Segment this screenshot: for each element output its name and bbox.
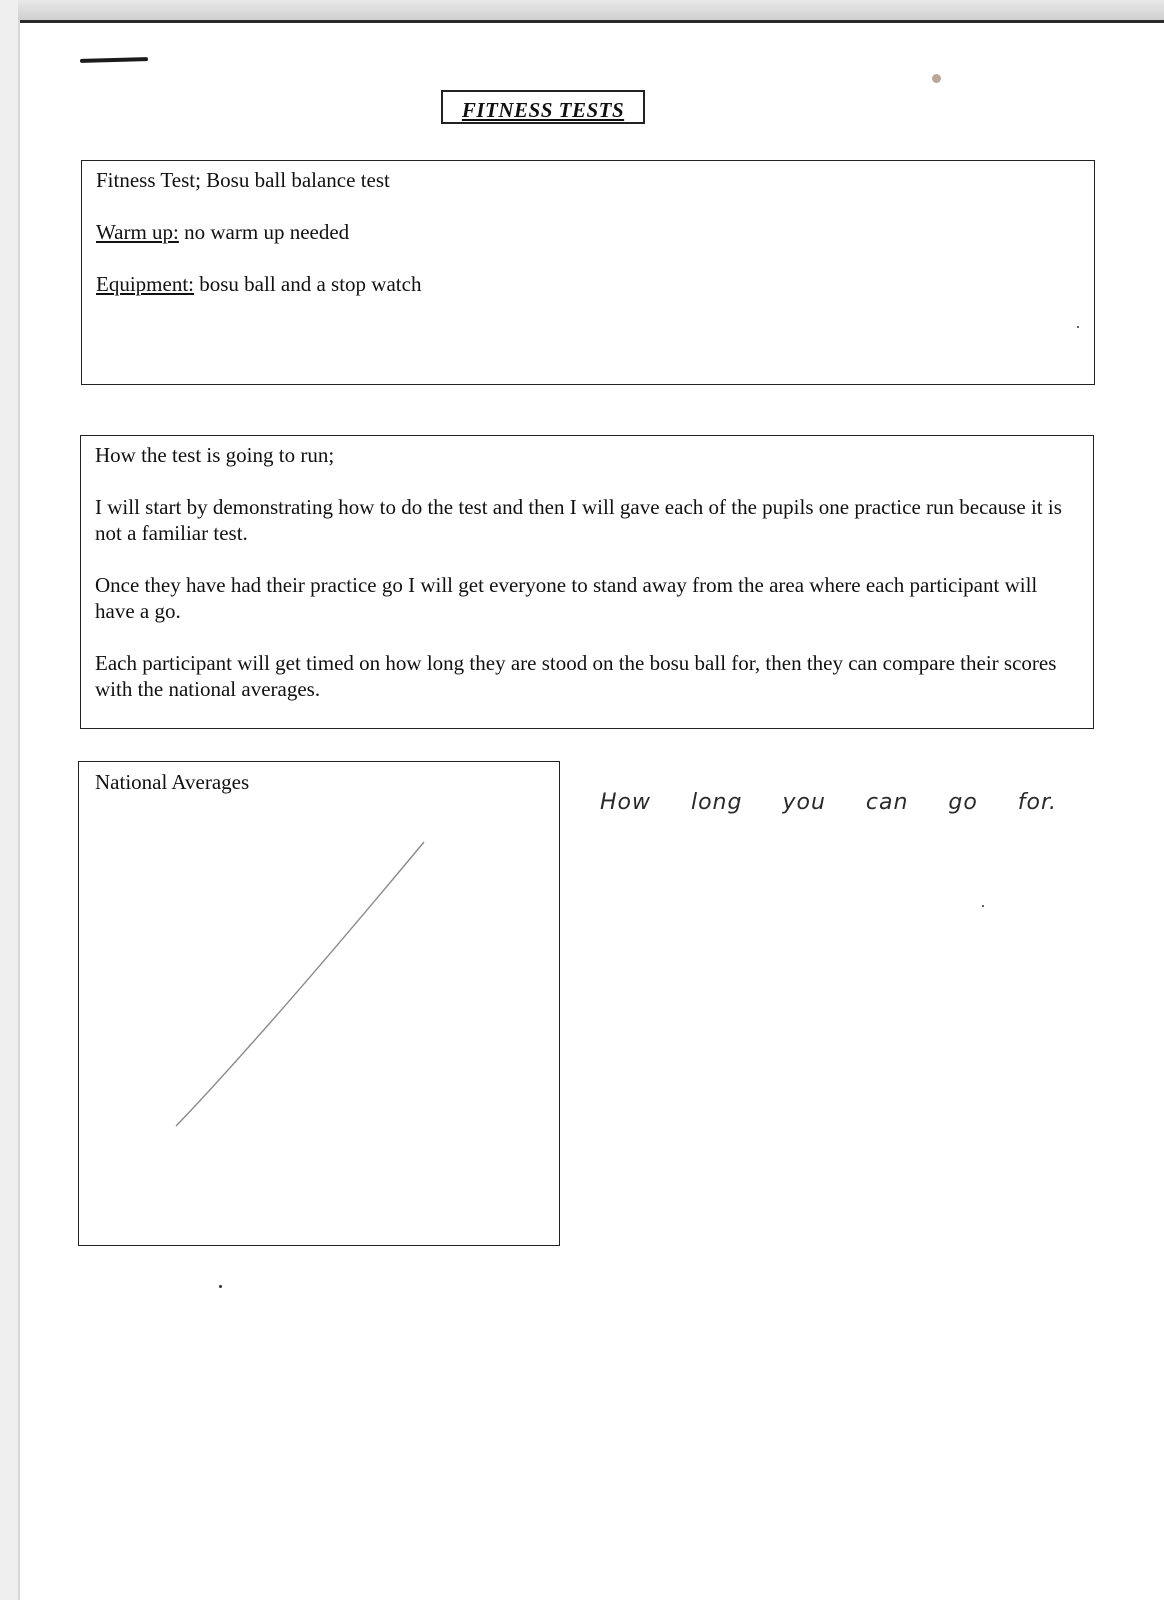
test-info-box — [81, 160, 1095, 385]
equipment-line — [96, 271, 1080, 297]
paper-stain — [932, 74, 941, 83]
procedure-paragraph: I will start by demonstrating how to do the test and then I will gave each of the pupils one practice run because it is not a familiar test. — [95, 495, 1062, 545]
warm-up-label: Warm up: — [96, 220, 179, 244]
scan-speck — [1077, 326, 1079, 328]
test-name: Fitness Test; Bosu ball balance test — [96, 168, 390, 192]
procedure-paragraph: Once they have had their practice go I will get everyone to stand away from the area where each participant will have a go. — [95, 573, 1038, 623]
handwritten-note-text: How long you can go for. — [600, 790, 1058, 815]
scan-speck — [219, 1285, 222, 1288]
warm-up-line — [96, 219, 1080, 245]
procedure-box — [80, 435, 1094, 729]
procedure-heading: How the test is going to run; — [95, 443, 335, 467]
scan-shadow-left — [0, 0, 18, 1600]
national-averages-heading: National Averages — [95, 770, 250, 794]
sketch-line-drawing — [79, 762, 559, 1244]
procedure-paragraph: Each participant will get timed on how long they are stood on the bosu ball for, then they can compare their scores with the national averages. — [95, 651, 1057, 701]
page-title: FITNESS TESTS — [461, 98, 625, 122]
handwritten-note — [600, 790, 1120, 870]
warm-up-value: no warm up needed — [178, 220, 350, 244]
title-box — [441, 90, 645, 124]
national-averages-box — [78, 761, 560, 1246]
scan-speck — [982, 905, 984, 907]
scan-shadow-top — [0, 0, 1164, 20]
page-edge-left — [18, 20, 20, 1600]
equipment-value: bosu ball and a stop watch — [194, 272, 422, 296]
page-edge-top — [18, 20, 1164, 23]
equipment-label: Equipment: — [96, 272, 194, 296]
pen-mark — [80, 57, 148, 63]
